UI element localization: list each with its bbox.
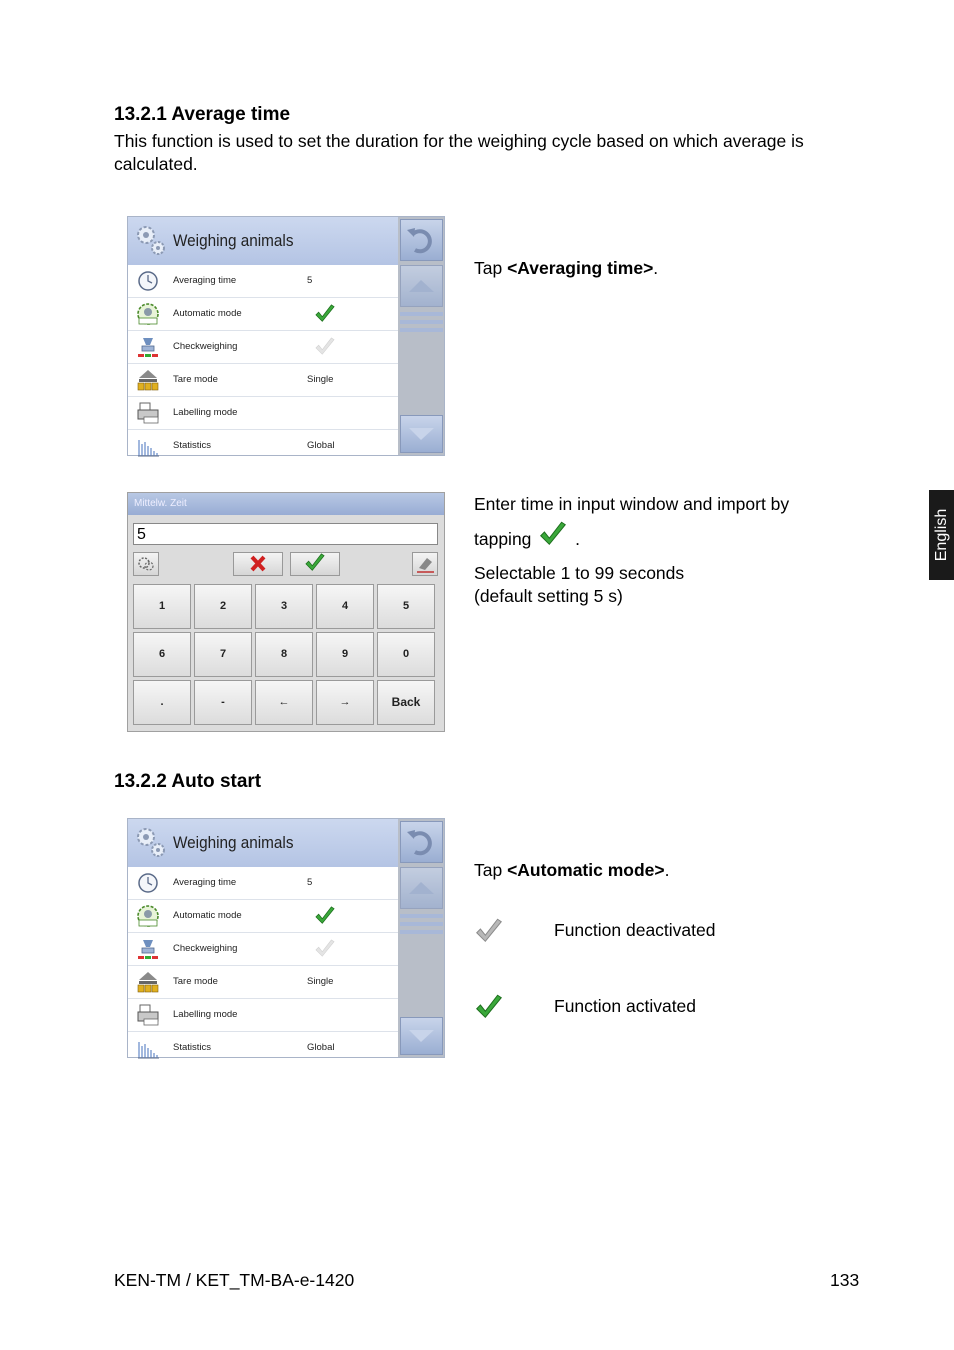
keypad-options-button[interactable] bbox=[133, 552, 159, 576]
up-arrow-icon bbox=[401, 868, 442, 908]
menu-row-statistics[interactable] bbox=[128, 430, 398, 462]
legend-deactivated: Function deactivated bbox=[554, 920, 716, 940]
menu-row-checkweighing[interactable] bbox=[128, 933, 398, 966]
key-back[interactable]: Back bbox=[377, 680, 435, 725]
scrollbar-line bbox=[400, 914, 443, 918]
row-label: Labelling mode bbox=[173, 1009, 238, 1020]
check-gray-icon bbox=[474, 918, 504, 946]
key-6[interactable]: 6 bbox=[133, 632, 191, 677]
row-label: Checkweighing bbox=[173, 943, 238, 954]
menu-row-automatic-mode[interactable] bbox=[128, 298, 398, 331]
key-7[interactable]: 7 bbox=[194, 632, 252, 677]
key-0[interactable]: 0 bbox=[377, 632, 435, 677]
tare-icon bbox=[136, 970, 160, 994]
settings-gear-icon bbox=[134, 825, 166, 859]
key-5[interactable]: 5 bbox=[377, 584, 435, 629]
row-label: Tare mode bbox=[173, 976, 218, 987]
menu-row-statistics[interactable] bbox=[128, 1032, 398, 1064]
gear-icon bbox=[134, 553, 158, 575]
checkweighing-icon bbox=[136, 937, 160, 961]
row-label: Statistics bbox=[173, 1042, 212, 1053]
label-printer-icon bbox=[136, 1003, 160, 1027]
menu-row-automatic-mode[interactable] bbox=[128, 900, 398, 933]
keypad-title: Mittelw. Zeit bbox=[128, 493, 444, 515]
menu-row-averaging-time[interactable] bbox=[128, 867, 398, 900]
row-label: Automatic mode bbox=[173, 308, 242, 319]
up-arrow-icon bbox=[401, 266, 442, 306]
menu-row-labelling-mode[interactable] bbox=[128, 397, 398, 430]
instr-suffix: . bbox=[653, 258, 659, 278]
language-tab bbox=[929, 490, 954, 580]
instr-tapping: tapping bbox=[474, 529, 532, 549]
label-printer-icon bbox=[136, 401, 160, 425]
range-line2: (default setting 5 s) bbox=[474, 586, 623, 606]
menu-screen-2 bbox=[127, 818, 445, 1058]
instr-bold: <Automatic mode> bbox=[507, 860, 665, 880]
row-label: Labelling mode bbox=[173, 407, 238, 418]
scrollbar-line bbox=[400, 922, 443, 926]
row-label: Averaging time bbox=[173, 877, 237, 888]
auto-mode-icon bbox=[136, 904, 160, 928]
check-active-icon bbox=[314, 304, 336, 324]
key-4[interactable]: 4 bbox=[316, 584, 374, 629]
instr-bold: <Averaging time> bbox=[507, 258, 654, 278]
tare-icon bbox=[136, 368, 160, 392]
check-inactive-icon bbox=[314, 337, 336, 357]
instr-suffix: . bbox=[664, 860, 670, 880]
clock-icon bbox=[136, 871, 160, 895]
row-value: Single bbox=[307, 374, 334, 385]
row-value: Single bbox=[307, 976, 334, 987]
legend-activated: Function activated bbox=[554, 996, 697, 1016]
instr-prefix: Tap bbox=[474, 258, 508, 278]
menu-row-averaging-time[interactable] bbox=[128, 265, 398, 298]
menu-row-checkweighing[interactable] bbox=[128, 331, 398, 364]
clear-input-button[interactable] bbox=[412, 552, 438, 576]
back-button[interactable] bbox=[400, 821, 443, 863]
side-panel bbox=[398, 819, 444, 1057]
statistics-icon bbox=[136, 1036, 160, 1060]
instruction-tap-automatic bbox=[474, 859, 670, 882]
row-value: 5 bbox=[307, 877, 313, 888]
section-heading-auto-start: 13.2.2 Auto start bbox=[114, 771, 262, 792]
key-8[interactable]: 8 bbox=[255, 632, 313, 677]
menu-screen-1 bbox=[127, 216, 445, 456]
instr-prefix: Tap bbox=[474, 860, 508, 880]
instr-period: . bbox=[575, 529, 581, 549]
menu-header bbox=[128, 217, 398, 265]
scroll-top-button[interactable] bbox=[400, 867, 443, 909]
scrollbar-line bbox=[400, 320, 443, 324]
range-line1: Selectable 1 to 99 seconds bbox=[474, 563, 685, 583]
key-3[interactable]: 3 bbox=[255, 584, 313, 629]
footer-document-id: KEN-TM / KET_TM-BA-e-1420 bbox=[114, 1270, 355, 1290]
scroll-down-button[interactable] bbox=[400, 1017, 443, 1055]
key-right[interactable]: → bbox=[316, 680, 374, 725]
auto-mode-icon bbox=[136, 302, 160, 326]
menu-row-tare-mode[interactable] bbox=[128, 364, 398, 397]
menu-header bbox=[128, 819, 398, 867]
row-label: Automatic mode bbox=[173, 910, 242, 921]
row-value: Global bbox=[307, 440, 335, 451]
instruction-line1: Enter time in input window and import by bbox=[474, 494, 790, 514]
instruction-tap-averaging bbox=[474, 257, 658, 280]
menu-row-labelling-mode[interactable] bbox=[128, 999, 398, 1032]
scrollbar-line bbox=[400, 328, 443, 332]
row-label: Tare mode bbox=[173, 374, 218, 385]
side-panel bbox=[398, 217, 444, 455]
back-arrow-icon bbox=[401, 220, 442, 260]
back-arrow-icon bbox=[401, 822, 442, 862]
row-label: Statistics bbox=[173, 440, 212, 451]
eraser-icon bbox=[413, 553, 437, 575]
check-icon bbox=[291, 553, 339, 575]
row-label: Checkweighing bbox=[173, 341, 238, 352]
down-arrow-icon bbox=[401, 1018, 442, 1054]
key-minus[interactable]: - bbox=[194, 680, 252, 725]
statistics-icon bbox=[136, 434, 160, 458]
check-inactive-icon bbox=[314, 939, 336, 959]
back-button[interactable] bbox=[400, 219, 443, 261]
key-9[interactable]: 9 bbox=[316, 632, 374, 677]
section-intro: This function is used to set the duration for the weighing cycle based on which average is calculated. bbox=[114, 131, 804, 174]
footer-page-number: 133 bbox=[830, 1270, 860, 1290]
key-1[interactable]: 1 bbox=[133, 584, 191, 629]
close-icon bbox=[234, 553, 282, 575]
scroll-top-button[interactable] bbox=[400, 265, 443, 307]
row-value: 5 bbox=[307, 275, 313, 286]
scrollbar-line bbox=[400, 312, 443, 316]
menu-title: Weighing animals bbox=[173, 231, 294, 250]
language-tab-label: English bbox=[932, 508, 950, 562]
time-input[interactable]: 5 bbox=[133, 523, 438, 545]
instruction-line2 bbox=[474, 521, 580, 551]
check-active-icon bbox=[314, 906, 336, 926]
section-heading-average-time: 13.2.1 Average time bbox=[114, 104, 291, 125]
menu-title: Weighing animals bbox=[173, 833, 294, 852]
row-value: Global bbox=[307, 1042, 335, 1053]
checkweighing-icon bbox=[136, 335, 160, 359]
key-decimal[interactable]: . bbox=[133, 680, 191, 725]
cancel-button[interactable] bbox=[233, 552, 283, 576]
scrollbar-line bbox=[400, 930, 443, 934]
settings-gear-icon bbox=[134, 223, 166, 257]
check-icon bbox=[538, 521, 570, 549]
menu-row-tare-mode[interactable] bbox=[128, 966, 398, 999]
confirm-button[interactable] bbox=[290, 552, 340, 576]
clock-icon bbox=[136, 269, 160, 293]
key-left[interactable]: ← bbox=[255, 680, 313, 725]
down-arrow-icon bbox=[401, 416, 442, 452]
scroll-down-button[interactable] bbox=[400, 415, 443, 453]
key-2[interactable]: 2 bbox=[194, 584, 252, 629]
check-green-icon bbox=[474, 994, 504, 1022]
row-label: Averaging time bbox=[173, 275, 237, 286]
keypad-screen bbox=[127, 492, 445, 732]
